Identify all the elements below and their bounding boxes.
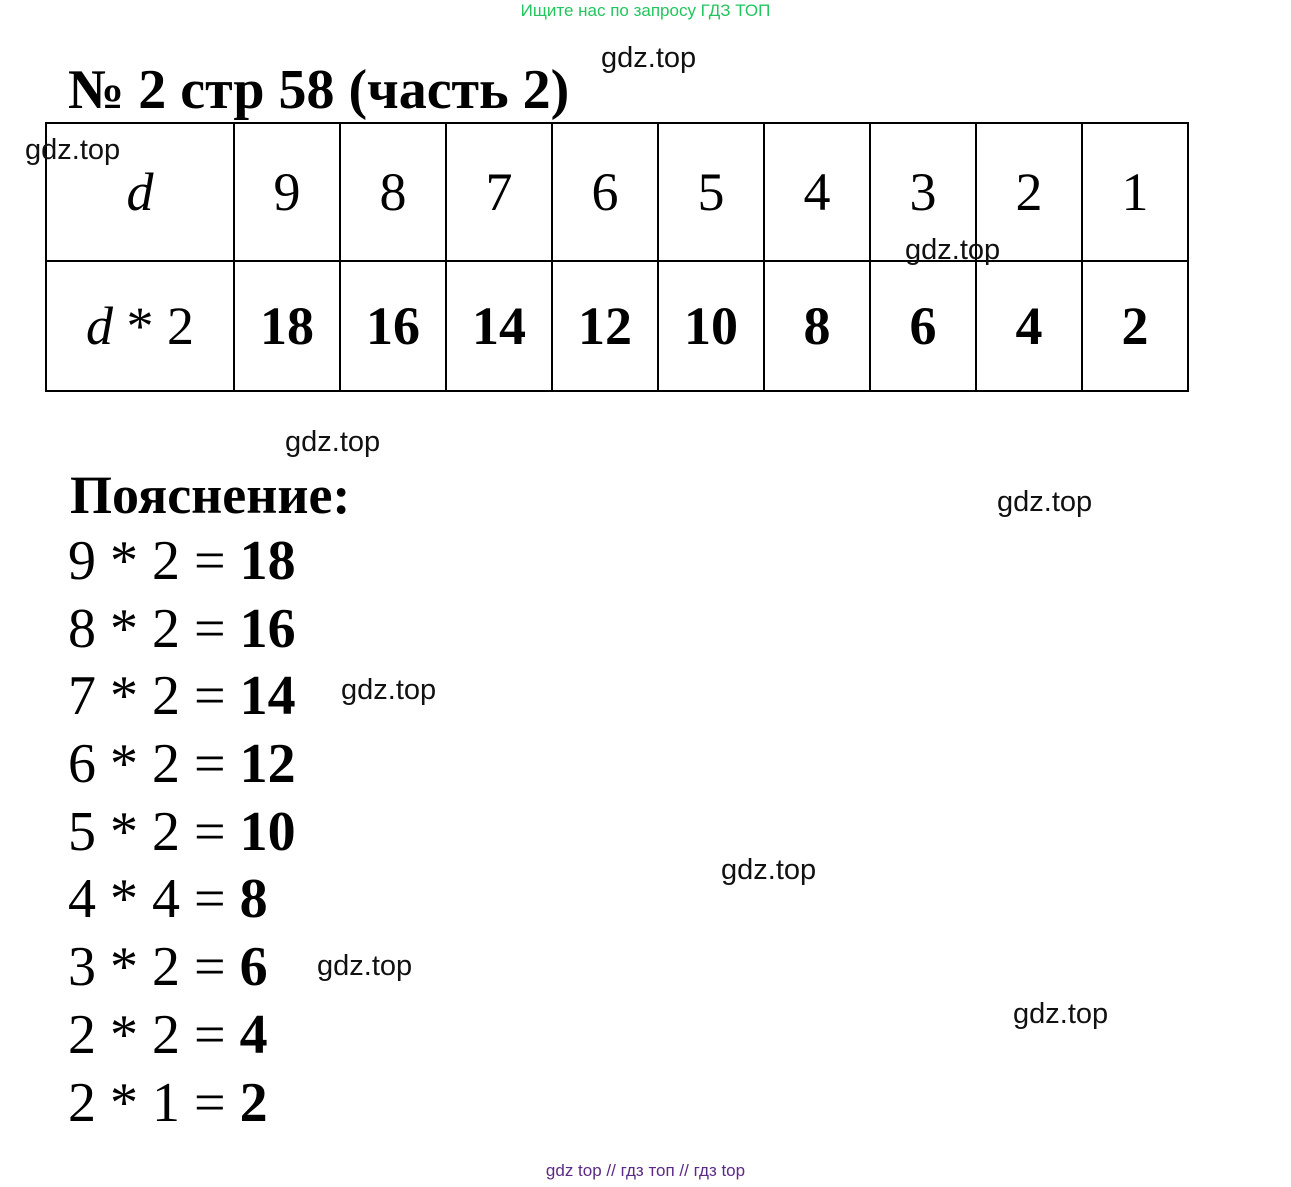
- result-cell: 14: [446, 261, 552, 391]
- equation-line: 2 * 2 = 4: [68, 1003, 268, 1066]
- result-cell: 6: [870, 261, 976, 391]
- watermark: gdz.top: [285, 426, 381, 458]
- row-label-d: d: [46, 123, 234, 261]
- watermark: gdz.top: [341, 674, 437, 706]
- result-cell: 18: [234, 261, 340, 391]
- d-cell: 3: [870, 123, 976, 261]
- equation-line: 3 * 2 = 6: [68, 936, 268, 999]
- result-cell: 16: [340, 261, 446, 391]
- d-cell: 2: [976, 123, 1082, 261]
- equation-line: 5 * 2 = 10: [68, 800, 296, 863]
- equation-line: 6 * 2 = 12: [68, 733, 296, 796]
- footer-links[interactable]: gdz top // гдз топ // гдз top: [545, 1161, 746, 1180]
- d-cell: 8: [340, 123, 446, 261]
- result-cell: 2: [1082, 261, 1188, 391]
- top-banner[interactable]: Ищите нас по запросу ГДЗ ТОП: [520, 1, 771, 20]
- row-label-d-times-2: d * 2: [46, 261, 234, 391]
- result-cell: 12: [552, 261, 658, 391]
- table-row-d-times-2: [46, 261, 1188, 391]
- result-cell: 4: [976, 261, 1082, 391]
- watermark: gdz.top: [1013, 998, 1109, 1030]
- equation-line: 9 * 2 = 18: [68, 530, 296, 592]
- watermark: gdz.top: [317, 950, 413, 982]
- values-table: [45, 122, 1189, 392]
- d-cell: 1: [1082, 123, 1188, 261]
- watermark: gdz.top: [601, 42, 697, 74]
- d-cell: 6: [552, 123, 658, 261]
- equation-line: 7 * 2 = 14: [68, 665, 296, 728]
- table-row-d: [46, 123, 1188, 261]
- watermark: gdz.top: [721, 854, 817, 886]
- explanation-heading: Пояснение:: [70, 465, 351, 525]
- d-cell: 4: [764, 123, 870, 261]
- result-cell: 10: [658, 261, 764, 391]
- d-cell: 9: [234, 123, 340, 261]
- watermark: gdz.top: [997, 486, 1093, 518]
- equation-line: 2 * 1 = 2: [68, 1071, 268, 1134]
- equation-list: [68, 528, 296, 1137]
- watermark: gdz.top: [905, 234, 1001, 266]
- result-cell: 8: [764, 261, 870, 391]
- d-cell: 5: [658, 123, 764, 261]
- watermark: gdz.top: [25, 134, 121, 166]
- page-title: № 2 стр 58 (часть 2): [68, 59, 570, 121]
- d-cell: 7: [446, 123, 552, 261]
- equation-line: 4 * 4 = 8: [68, 868, 268, 931]
- equation-line: 8 * 2 = 16: [68, 597, 296, 660]
